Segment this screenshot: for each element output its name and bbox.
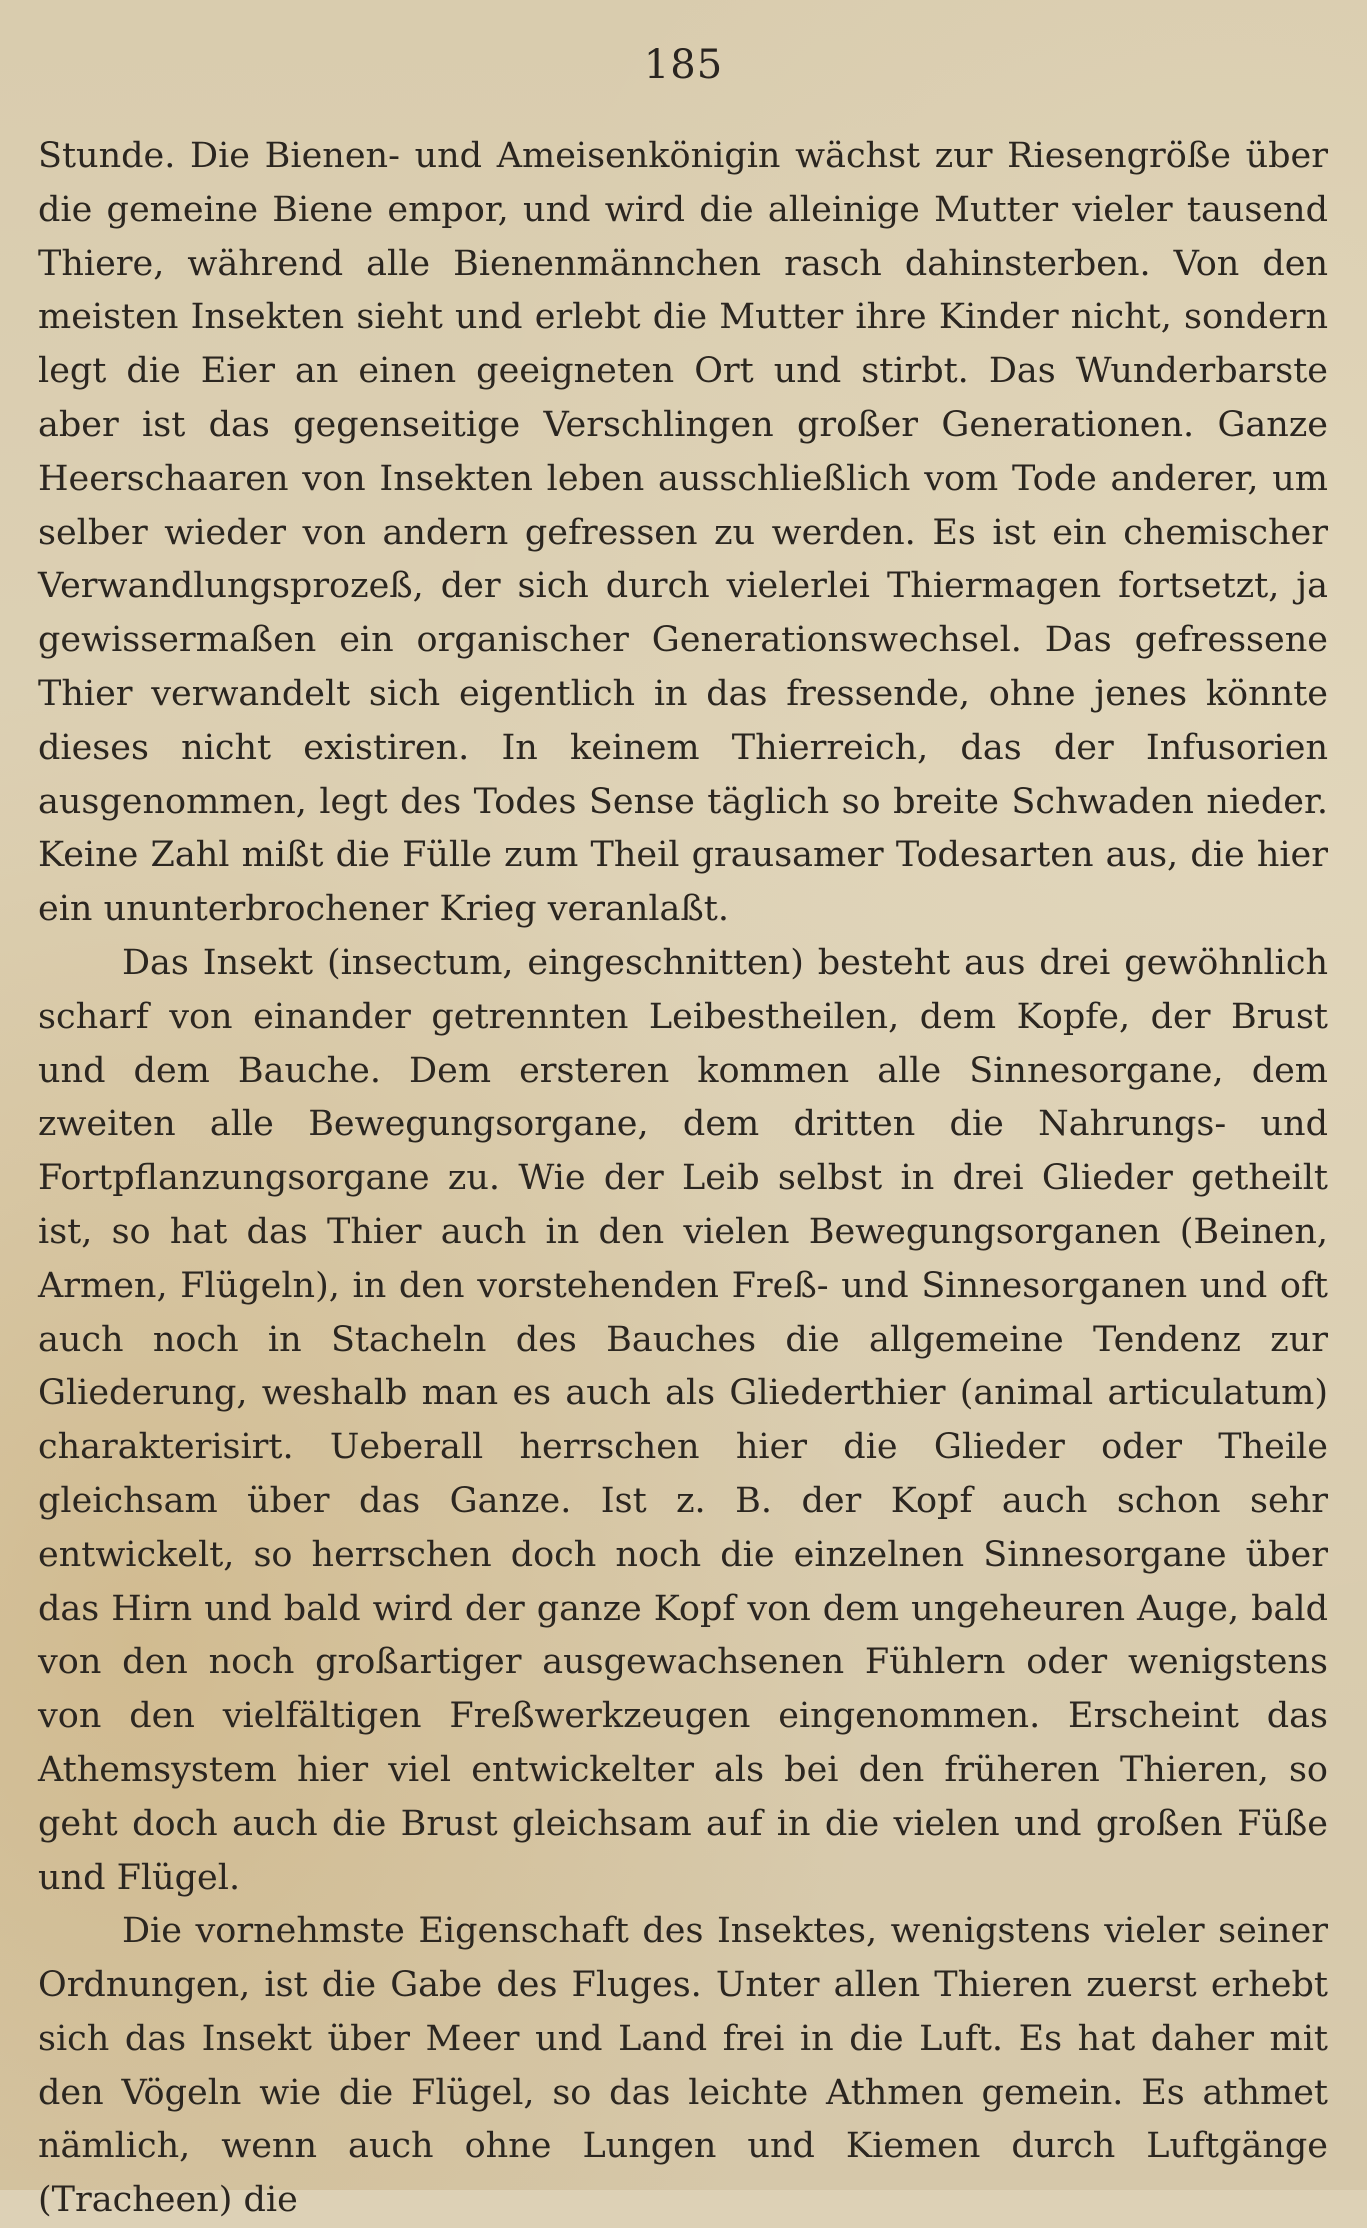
page-number: 185 bbox=[643, 42, 724, 88]
paragraph-3: Die vornehmste Eigenschaft des Insektes, wenigstens vieler seiner Ordnungen, ist die Gabe des Fluges. Unter allen Thieren zuerst erhebt sich das Insekt über Meer und Land frei in die Luft. Es hat daher mit den Vögeln wie die Flügel, so das leichte Athmen gemein. Es athmet nämlich, wenn auch ohne Lungen und Kiemen durch Luftgänge (Tracheen) die bbox=[38, 1911, 1328, 2221]
paragraph-1: Stunde. Die Bienen- und Ameisenkönigin wächst zur Riesengröße über die gemeine Biene empor, und wird die alleinige Mutter vieler tausend Thiere, während alle Bienenmännchen rasch dahinsterben. Von den meisten Insekten sieht und erlebt die Mutter ihre Kinder nicht, sondern legt die Eier an einen geeigneten Ort und stirbt. Das Wunderbarste aber ist das gegenseitige Verschlingen großer Generationen. Ganze Heerschaaren von Insekten leben ausschließlich vom Tode anderer, um selber wieder von andern gefressen zu werden. Es ist ein chemischer Verwandlungsprozeß, der sich durch vielerlei Thiermagen fortsetzt, ja gewissermaßen ein organischer Generationswechsel. Das gefressene Thier verwandelt sich eigentlich in das fressende, ohne jenes könnte dieses nicht existiren. In keinem Thierreich, das der Infusorien ausgenommen, legt des Todes Sense täglich so breite Schwaden nieder. Keine Zahl mißt die Fülle zum Theil grausamer Todesarten aus, die hier ein ununterbrochener Krieg veranlaßt. bbox=[38, 136, 1328, 930]
paragraph-2: Das Insekt (insectum, eingeschnitten) besteht aus drei gewöhnlich scharf von einander getrennten Leibestheilen, dem Kopfe, der Brust und dem Bauche. Dem ersteren kommen alle Sinnesorgane, dem zweiten alle Bewegungsorgane, dem dritten die Nahrungs- und Fortpflanzungsorgane zu. Wie der Leib selbst in drei Glieder getheilt ist, so hat das Thier auch in den vielen Bewegungsorganen (Beinen, Armen, Flügeln), in den vorstehenden Freß- und Sinnesorganen und oft auch noch in Stacheln des Bauches die allgemeine Tendenz zur Gliederung, weshalb man es auch als Gliederthier (animal articulatum) charakterisirt. Ueberall herrschen hier die Glieder oder Theile gleichsam über das Ganze. Ist z. B. der Kopf auch schon sehr entwickelt, so herrschen doch noch die einzelnen Sinnesorgane über das Hirn und bald wird der ganze Kopf von dem ungeheuren Auge, bald von den noch großartiger ausgewachsenen Fühlern oder wenigstens von den vielfältigen Freßwerkzeugen eingenommen. Erscheint das Athemsystem hier viel entwickelter als bei den früheren Thieren, so geht doch auch die Brust gleichsam auf in die vielen und großen Füße und Flügel. bbox=[38, 942, 1328, 1898]
body-text bbox=[38, 130, 1328, 2228]
